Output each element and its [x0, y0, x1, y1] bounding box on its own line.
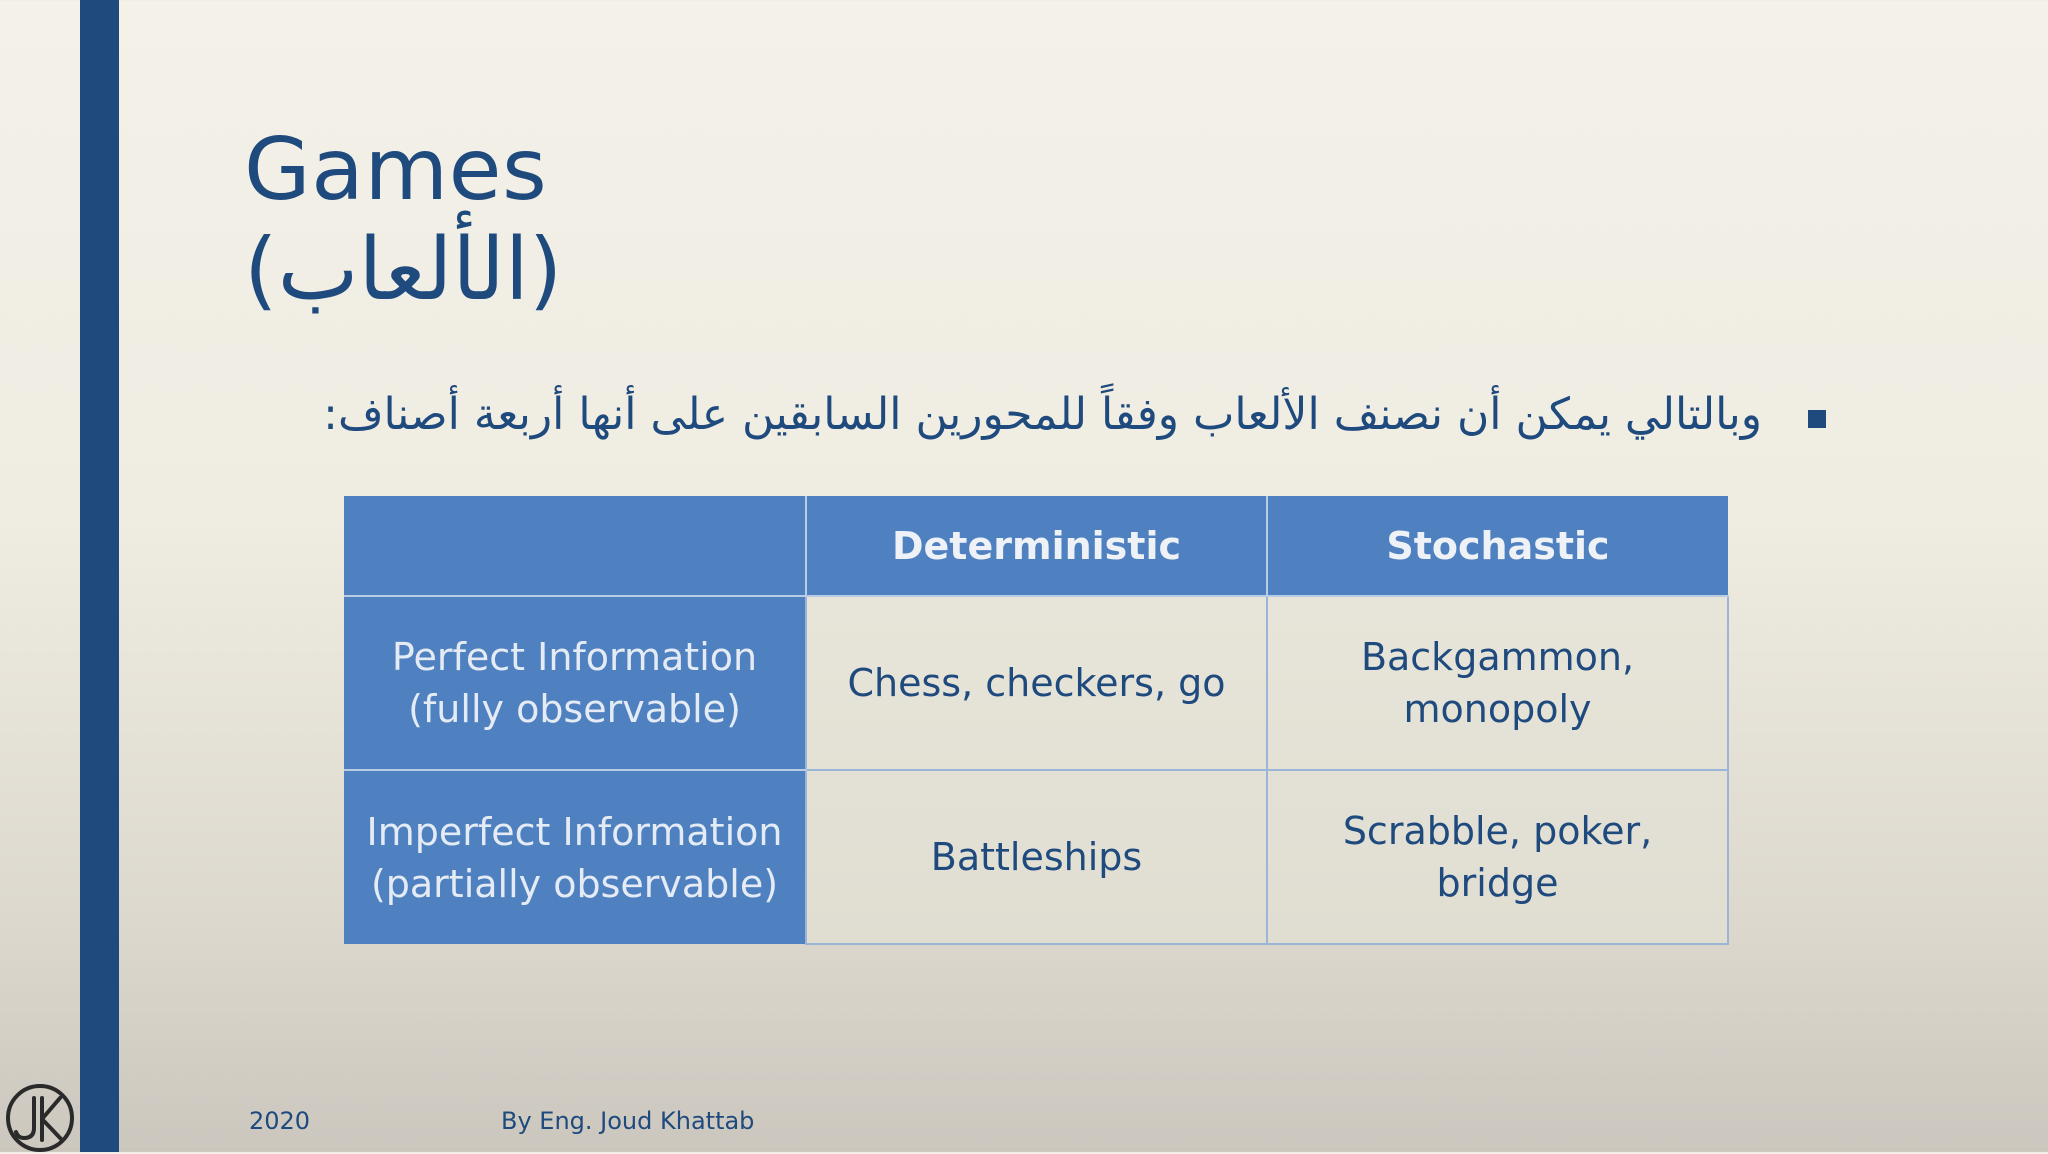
- title-english: Games: [244, 120, 548, 220]
- row-label-line: Imperfect Information: [366, 809, 783, 854]
- table-row: [344, 596, 1728, 770]
- cell-perfect-stochastic: [1267, 596, 1728, 770]
- bullet-point: [323, 380, 1830, 450]
- row-label-imperfect-information: [344, 770, 806, 944]
- bullet-text: وبالتالي يمكن أن نصنف الألعاب وفقاً للمحورين السابقين على أنها أربعة أصناف:: [323, 389, 1762, 440]
- row-label-perfect-information: [344, 596, 806, 770]
- title-arabic: (الألعاب): [244, 220, 563, 320]
- row-label-line: (partially observable): [370, 861, 779, 906]
- left-accent-bar: [80, 0, 119, 1152]
- jk-monogram-logo-icon: [4, 1082, 76, 1154]
- header-corner-cell: [344, 496, 806, 596]
- table-row: [344, 770, 1728, 944]
- row-label-line: (fully observable): [408, 687, 741, 731]
- square-bullet-icon: [1808, 410, 1826, 428]
- cell-imperfect-deterministic: [806, 770, 1267, 944]
- footer-author: By Eng. Joud Khattab: [501, 1107, 755, 1135]
- cell-perfect-deterministic: [806, 596, 1267, 770]
- header-deterministic: Deterministic: [806, 496, 1267, 596]
- header-stochastic: Stochastic: [1267, 496, 1728, 596]
- footer-year: 2020: [249, 1107, 311, 1135]
- games-classification-table: [344, 496, 1729, 945]
- table-header-row: [344, 496, 1728, 596]
- cell-text: Battleships: [930, 835, 1143, 879]
- cell-text: monopoly: [1403, 687, 1592, 731]
- cell-imperfect-stochastic: [1267, 770, 1728, 944]
- cell-text: Chess, checkers, go: [847, 661, 1226, 705]
- slide-title: [244, 120, 562, 320]
- row-label-line: Perfect Information: [391, 635, 758, 679]
- cell-text: Backgammon,: [1360, 635, 1635, 679]
- cell-text: Scrabble, poker, bridge: [1342, 809, 1653, 905]
